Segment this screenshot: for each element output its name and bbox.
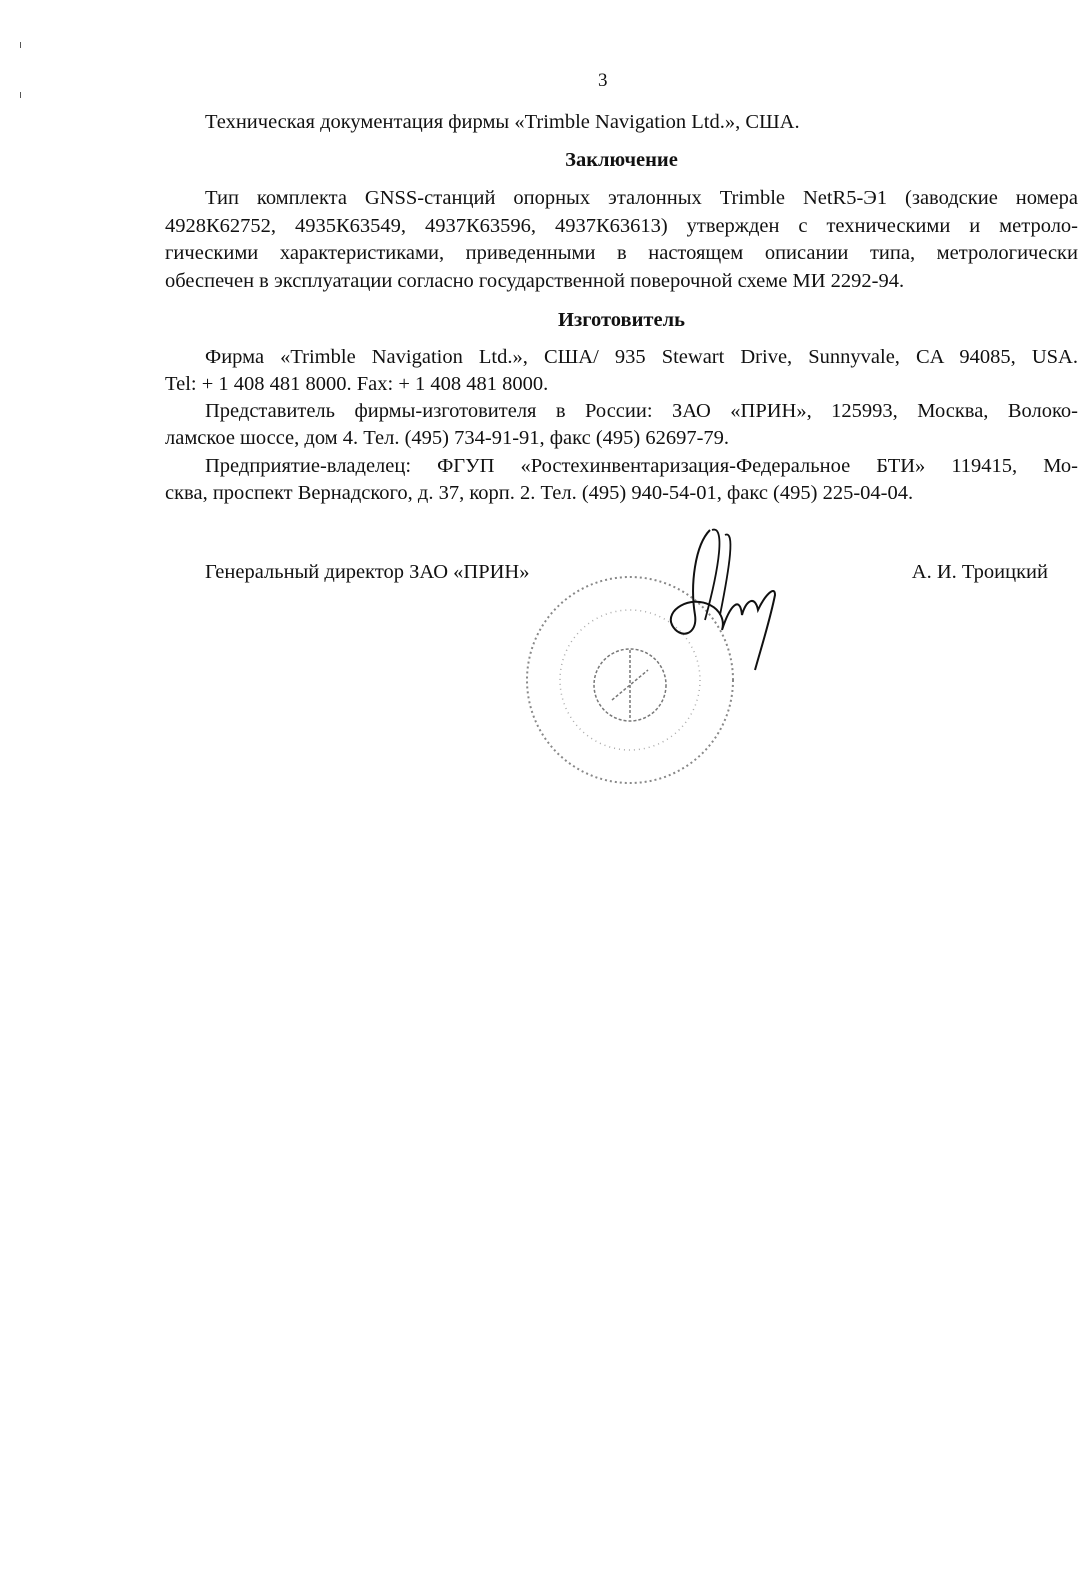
doc-reference: Техническая документация фирмы «Trimble Navigation Ltd.», США. [205,111,800,133]
scan-mark [20,92,21,98]
manufacturer-line: Tel: + 1 408 481 8000. Fax: + 1 408 481 8000. [165,373,549,395]
owner-line: Предприятие-владелец: ФГУП «Ростехинвентаризация-Федеральное БТИ» 119415, Мо- [205,455,1078,477]
representative-line: ламское шоссе, дом 4. Тел. (495) 734-91-91, факс (495) 62697-79. [165,427,730,449]
signatory-position: Генеральный директор ЗАО «ПРИН» [205,561,530,583]
scan-mark [20,42,21,48]
manufacturer-line: Фирма «Trimble Navigation Ltd.», США/ 935 Stewart Drive, Sunnyvale, CA 94085, USA. [205,346,1078,368]
heading-conclusion: Заключение [565,149,678,171]
representative-line: Представитель фирмы-изготовителя в России: ЗАО «ПРИН», 125993, Москва, Волоко- [205,400,1078,422]
conclusion-line: Тип комплекта GNSS-станций опорных эталонных Trimble NetR5-Э1 (заводские номера [205,187,1078,209]
owner-line: сква, проспект Вернадского, д. 37, корп. 2. Тел. (495) 940-54-01, факс (495) 225-04-04. [165,482,914,504]
signature [650,525,790,675]
heading-manufacturer: Изготовитель [558,309,685,331]
conclusion-line: обеспечен в эксплуатации согласно государственной поверочной схеме МИ 2292-94. [165,270,905,292]
conclusion-line: 4928К62752, 4935К63549, 4937К63596, 4937К63613) утвержден с техническими и метроло- [165,215,1078,237]
conclusion-line: гическими характеристиками, приведенными в настоящем описании типа, метрологически [165,242,1078,264]
signatory-name: А. И. Троицкий [911,561,1048,583]
page-number: 3 [598,70,608,91]
